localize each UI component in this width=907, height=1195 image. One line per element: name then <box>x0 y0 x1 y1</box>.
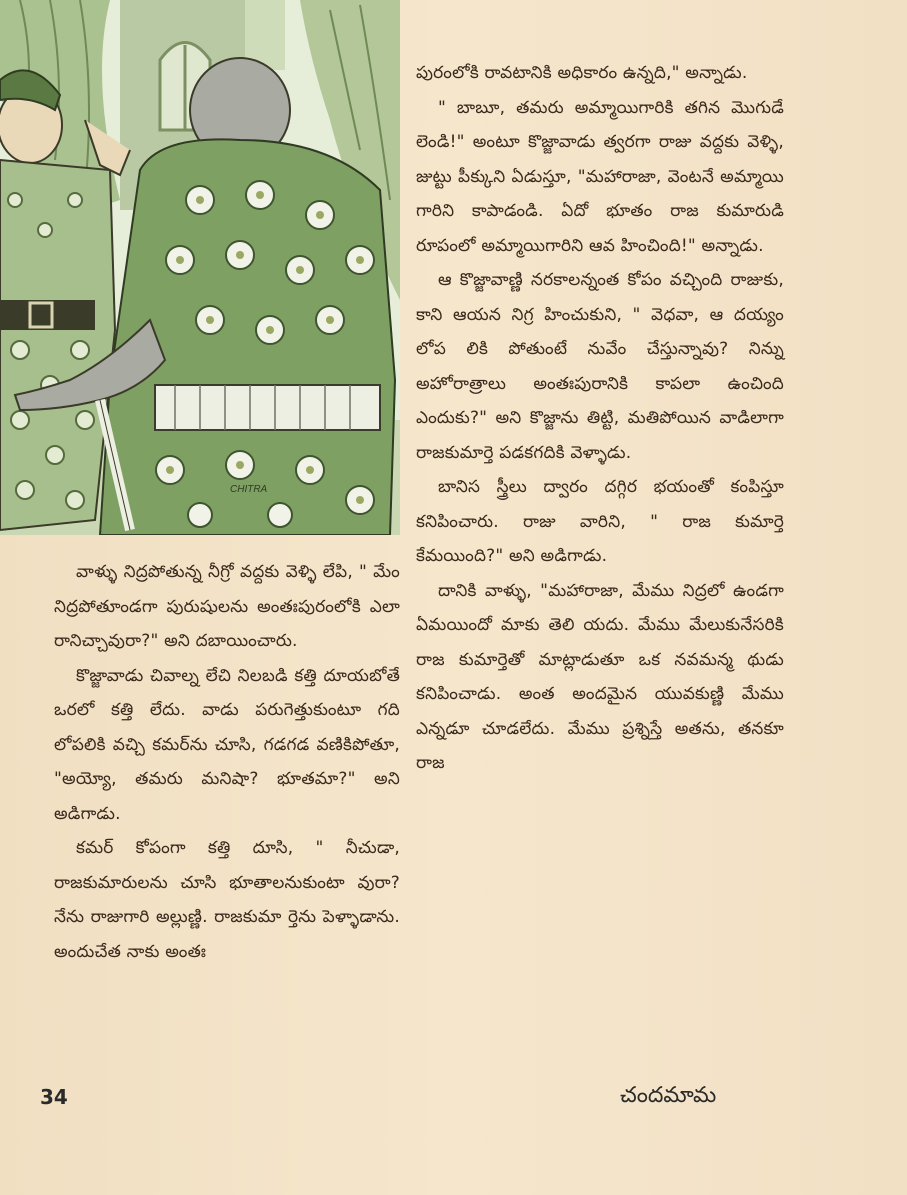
illustration-signature: CHITRA <box>230 484 268 495</box>
left-paragraph-1: వాళ్ళు నిద్రపోతున్న నీగ్రో వద్దకు వెళ్ళి లేపి, " మేం నిద్రపోతూండగా పురుషులను అంతఃపురంలోకి ఎలా రానిచ్చావురా?" అని దబాయించారు. <box>54 562 400 651</box>
left-paragraph-2: కొజ్జావాడు చివాల్న లేచి నిలబడి కత్తి దూయబోతే ఒరలో కత్తి లేదు. వాడు పరుగెత్తుకుంటూ గది లోపలికి వచ్చి కమర్‌ను చూసి, గడగడ వణికిపోతూ, "అయ్యో, తమరు మనిషా? భూతమా?" అని అడిగాడు. <box>54 665 400 824</box>
right-column <box>416 56 784 781</box>
illustration <box>0 0 400 535</box>
illustration-image <box>0 0 400 535</box>
right-paragraph-4: బానిస స్త్రీలు ద్వారం దగ్గిర భయంతో కంపిస్తూ కనిపించారు. రాజు వారిని, " రాజ కుమార్తె కేమయింది?" అని అడిగాడు. <box>416 477 784 566</box>
right-paragraph-5: దానికి వాళ్ళు, "మహారాజా, మేము నిద్రలో ఉండగా ఏమయిందో మాకు తెలి యదు. మేము మేలుకునేసరికి రాజ కుమార్తెతో మాట్లాడుతూ ఒక నవమన్మ థుడు కనిపించాడు. అంత అందమైన యువకుణ్ణి మేము ఎన్నడూ చూడలేదు. మేము ప్రశ్నిస్తే అతను, తనకూ రాజ <box>416 580 784 773</box>
left-column <box>54 555 400 969</box>
magazine-title: చందమామ <box>620 1083 717 1108</box>
right-paragraph-1: పురంలోకి రావటానికి అధికారం ఉన్నది," అన్నాడు. <box>416 63 748 83</box>
right-paragraph-3: ఆ కొజ్జావాణ్ణి నరకాలన్నంత కోపం వచ్చింది రాజుకు, కాని ఆయన నిగ్ర హించుకుని, " వెధవా, ఆ దయ్యం లోప లికి పోతుంటే నువేం చేస్తున్నావు? నిన్ను అహోరాత్రాలు అంతఃపురానికి కాపలా ఉంచింది ఎందుకు?" అని కొజ్జాను తిట్టి, మతిపోయిన వాడిలాగా రాజకుమార్తె పడకగదికి వెళ్ళాడు. <box>416 270 784 463</box>
right-paragraph-2: " బాబూ, తమరు అమ్మాయిగారికి తగిన మొగుడే లెండి!" అంటూ కొజ్జావాడు త్వరగా రాజు వద్దకు వెళ్ళి, జుట్టు పీక్కుని ఏడుస్తూ, "మహారాజా, వెంటనే అమ్మాయి గారిని కాపాడండి. ఏదో భూతం రాజ కుమారుడి రూపంలో అమ్మాయిగారిని ఆవ హించింది!" అన్నాడు. <box>416 97 784 256</box>
page-number: 34 <box>40 1085 68 1109</box>
left-paragraph-3: కమర్ కోపంగా కత్తి దూసి, " నీచుడా, రాజకుమారులను చూసి భూతాలనుకుంటా వురా? నేను రాజుగారి అల్లుణ్ణి. రాజకుమా ర్తెను పెళ్ళాడాను. అందుచేత నాకు అంతః <box>54 838 400 962</box>
